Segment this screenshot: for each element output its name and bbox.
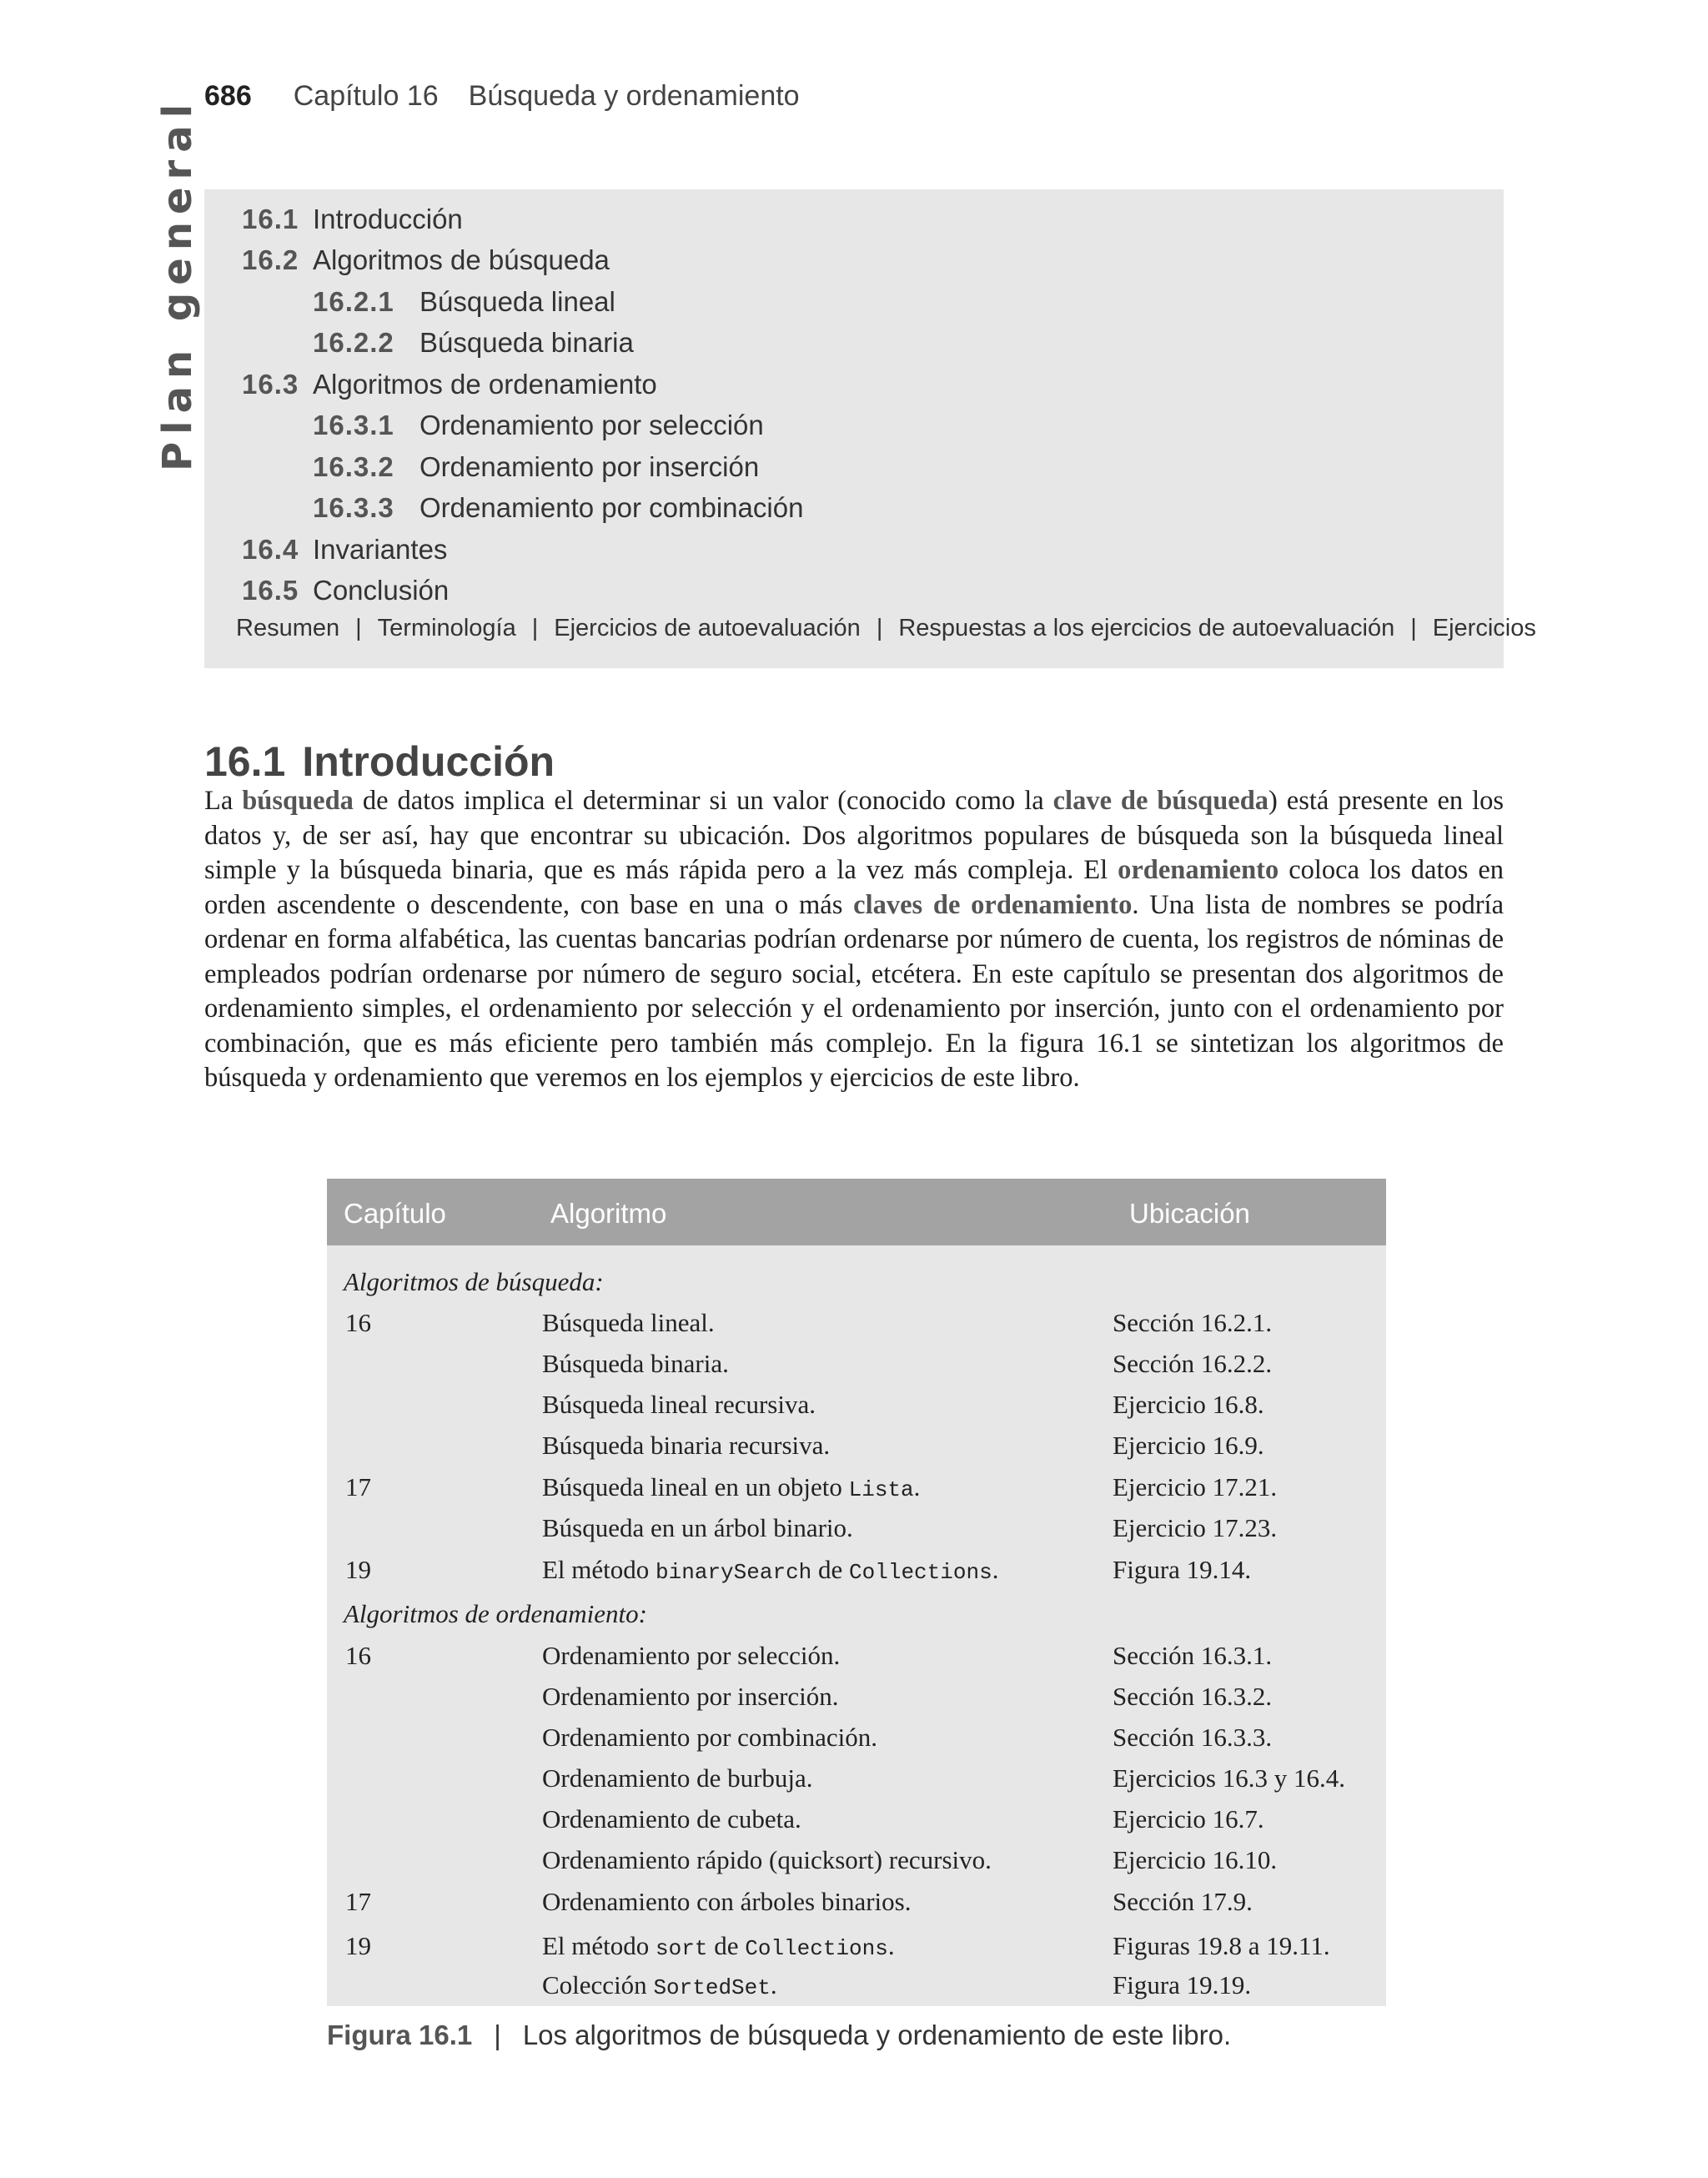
footer-separator: | bbox=[876, 615, 883, 641]
cell-algorithm: Búsqueda lineal. bbox=[542, 1308, 715, 1337]
figure-caption bbox=[327, 2020, 1231, 2051]
footer-separator: | bbox=[531, 615, 539, 641]
cell-algorithm: Ordenamiento por inserción. bbox=[542, 1682, 839, 1711]
cell-chapter: 16 bbox=[345, 1641, 371, 1670]
table-row bbox=[327, 1385, 1386, 1426]
chapter-outline bbox=[204, 189, 1536, 668]
table-row bbox=[327, 1882, 1386, 1923]
outline-number: 16.4 bbox=[242, 534, 299, 565]
header-algorithm: Algoritmo bbox=[550, 1198, 667, 1229]
sort-group-caption: Algoritmos de ordenamiento: bbox=[344, 1599, 647, 1628]
section-title: Introducción bbox=[302, 738, 555, 785]
outline-number: 16.1 bbox=[242, 204, 299, 234]
outline-item bbox=[242, 575, 449, 606]
header-location: Ubicación bbox=[1129, 1198, 1250, 1229]
cell-algorithm bbox=[542, 1970, 777, 2000]
outline-label: Búsqueda binaria bbox=[419, 327, 634, 358]
algorithm-text: Colección bbox=[542, 1970, 654, 1999]
cell-chapter: 16 bbox=[345, 1308, 371, 1337]
table-row bbox=[327, 1965, 1386, 2006]
table-row bbox=[327, 1718, 1386, 1758]
section-heading bbox=[204, 737, 555, 786]
table-group-caption bbox=[327, 1262, 1386, 1303]
table-row bbox=[327, 1426, 1386, 1466]
outline-label: Ordenamiento por selección bbox=[419, 410, 764, 440]
footer-separator: | bbox=[1410, 615, 1417, 641]
outline-number: 16.3 bbox=[242, 369, 299, 400]
table-row bbox=[327, 1344, 1386, 1385]
table-header bbox=[327, 1179, 1386, 1245]
algorithm-code: Collections bbox=[745, 1936, 888, 1961]
cell-chapter: 17 bbox=[345, 1887, 371, 1916]
cell-location: Ejercicio 16.8. bbox=[1113, 1390, 1264, 1419]
cell-algorithm: Búsqueda lineal recursiva. bbox=[542, 1390, 816, 1419]
cell-location: Sección 17.9. bbox=[1113, 1887, 1253, 1916]
paragraph-text: coloca los datos en orden ascendente o descendente, con base en una o más bbox=[204, 855, 1504, 920]
algorithm-text: . bbox=[992, 1555, 999, 1584]
table-row bbox=[327, 1467, 1386, 1508]
keyword-clave-busqueda: clave de búsqueda bbox=[1052, 786, 1269, 816]
footer-item-resumen: Resumen bbox=[236, 615, 340, 641]
section-number: 16.1 bbox=[204, 738, 286, 785]
footer-item-terminologia: Terminología bbox=[377, 615, 516, 641]
outline-item bbox=[313, 327, 634, 359]
outline-label: Introducción bbox=[313, 204, 463, 234]
cell-algorithm bbox=[542, 1472, 920, 1502]
outline-item bbox=[313, 410, 764, 441]
algorithm-text: . bbox=[770, 1970, 777, 1999]
table-row bbox=[327, 1758, 1386, 1799]
cell-algorithm: Ordenamiento por combinación. bbox=[542, 1723, 878, 1752]
caption-text: Los algoritmos de búsqueda y ordenamiento de este libro. bbox=[522, 2020, 1232, 2050]
algorithm-code: binarySearch bbox=[656, 1560, 812, 1585]
outline-label: Invariantes bbox=[313, 534, 448, 565]
outline-number: 16.2 bbox=[242, 244, 299, 275]
cell-location: Figuras 19.8 a 19.11. bbox=[1113, 1931, 1330, 1960]
chapter-label: Capítulo 16 bbox=[293, 80, 439, 112]
search-group-caption: Algoritmos de búsqueda: bbox=[344, 1267, 604, 1296]
table-group-caption bbox=[327, 1594, 1386, 1635]
table-row bbox=[327, 1303, 1386, 1344]
cell-location: Sección 16.3.2. bbox=[1113, 1682, 1273, 1711]
outline-number: 16.3.1 bbox=[313, 410, 394, 440]
outline-number: 16.2.2 bbox=[313, 327, 394, 358]
algorithm-code: Lista bbox=[848, 1477, 914, 1502]
footer-item-ejercicios: Ejercicios bbox=[1432, 615, 1536, 641]
outline-number: 16.2.1 bbox=[313, 286, 394, 317]
cell-algorithm: Ordenamiento rápido (quicksort) recursivo. bbox=[542, 1845, 992, 1874]
cell-algorithm bbox=[542, 1555, 998, 1585]
running-head bbox=[204, 80, 800, 122]
table-row bbox=[327, 1799, 1386, 1840]
outline-number: 16.3.3 bbox=[313, 492, 394, 523]
caption-separator: | bbox=[494, 2020, 501, 2050]
cell-location: Sección 16.2.2. bbox=[1113, 1349, 1273, 1378]
cell-location: Ejercicio 17.23. bbox=[1113, 1513, 1278, 1542]
outline-item bbox=[242, 534, 447, 566]
table-row bbox=[327, 1550, 1386, 1591]
table-row bbox=[327, 1926, 1386, 1967]
table-row bbox=[327, 1840, 1386, 1881]
algorithm-text: El método bbox=[542, 1555, 656, 1584]
outline-item bbox=[313, 451, 759, 483]
paragraph-text: La bbox=[204, 786, 243, 816]
outline-number: 16.3.2 bbox=[313, 451, 394, 482]
cell-location: Ejercicios 16.3 y 16.4. bbox=[1113, 1763, 1345, 1793]
cell-location: Sección 16.3.1. bbox=[1113, 1641, 1273, 1670]
cell-chapter: 19 bbox=[345, 1555, 371, 1584]
keyword-claves-ordenamiento: claves de ordenamiento bbox=[853, 889, 1133, 920]
outline-footer bbox=[236, 615, 1536, 642]
paragraph-text: . Una lista de nombres se podría ordenar en forma alfabética, las cuentas bancarias podrían ordenarse por número de cuenta, los registros de nóminas de empleados podrían ordenarse por número de seguro social, etcétera. En este capítulo se presentan dos algoritmos de ordenamiento simples, el ordenamiento por selección y el ordenamiento por inserción, junto con el ordenamiento por combinación, que es más eficiente pero también más complejo. En la figura 16.1 se sintetizan los algoritmos de búsqueda y ordenamiento que veremos en los ejemplos y ejercicios de este libro. bbox=[204, 889, 1505, 1093]
outline-label: Conclusión bbox=[313, 575, 450, 606]
footer-item-respuestas: Respuestas a los ejercicios de autoevaluación bbox=[898, 615, 1395, 641]
page-number: 686 bbox=[204, 80, 252, 112]
outline-label: Búsqueda lineal bbox=[419, 286, 615, 317]
table-row bbox=[327, 1508, 1386, 1549]
keyword-ordenamiento: ordenamiento bbox=[1118, 855, 1279, 885]
cell-location: Sección 16.3.3. bbox=[1113, 1723, 1273, 1752]
header-chapter: Capítulo bbox=[344, 1198, 446, 1229]
plan-general-label: Plan general bbox=[154, 96, 201, 471]
cell-location: Figura 19.14. bbox=[1113, 1555, 1252, 1584]
outline-item bbox=[242, 204, 463, 235]
paragraph-text: ) está presente en los datos y, de ser así, hay que encontrar su ubicación. Dos algoritmos populares de búsqueda son la búsqueda lineal simple y la búsqueda binaria, que es más rápida pero a la vez más compleja. El bbox=[204, 786, 1504, 885]
cell-location: Figura 19.19. bbox=[1113, 1970, 1252, 1999]
table-row bbox=[327, 1677, 1386, 1718]
algorithm-text: . bbox=[913, 1472, 921, 1501]
cell-algorithm bbox=[542, 1931, 895, 1961]
cell-location: Ejercicio 16.9. bbox=[1113, 1431, 1264, 1460]
paragraph-text: de datos implica el determinar si un valor (conocido como la bbox=[353, 786, 1053, 816]
table-row bbox=[327, 1636, 1386, 1677]
outline-item bbox=[313, 492, 803, 524]
algorithm-code: sort bbox=[656, 1936, 708, 1961]
outline-label: Ordenamiento por inserción bbox=[419, 451, 760, 482]
algorithm-text: Búsqueda lineal en un objeto bbox=[542, 1472, 849, 1501]
cell-algorithm: Ordenamiento por selección. bbox=[542, 1641, 841, 1670]
cell-location: Ejercicio 16.10. bbox=[1113, 1845, 1278, 1874]
algorithm-code: Collections bbox=[849, 1560, 992, 1585]
intro-paragraph bbox=[204, 784, 1504, 1096]
footer-separator: | bbox=[355, 615, 362, 641]
cell-location: Ejercicio 16.7. bbox=[1113, 1804, 1264, 1833]
outline-label: Algoritmos de ordenamiento bbox=[313, 369, 657, 400]
cell-algorithm: Búsqueda binaria recursiva. bbox=[542, 1431, 831, 1460]
cell-chapter: 19 bbox=[345, 1931, 371, 1960]
cell-algorithm: Ordenamiento de burbuja. bbox=[542, 1763, 813, 1793]
chapter-title: Búsqueda y ordenamiento bbox=[468, 80, 800, 112]
outline-number: 16.5 bbox=[242, 575, 299, 606]
cell-location: Ejercicio 17.21. bbox=[1113, 1472, 1278, 1501]
algorithms-table bbox=[327, 1179, 1386, 2006]
outline-item bbox=[242, 369, 657, 400]
outline-label: Algoritmos de búsqueda bbox=[313, 244, 610, 275]
algorithm-code: SortedSet bbox=[653, 1975, 771, 2000]
algorithm-text: El método bbox=[542, 1931, 656, 1960]
keyword-busqueda: búsqueda bbox=[242, 786, 354, 816]
cell-chapter: 17 bbox=[345, 1472, 371, 1501]
cell-algorithm: Ordenamiento con árboles binarios. bbox=[542, 1887, 912, 1916]
algorithm-text: . bbox=[887, 1931, 895, 1960]
algorithm-text: de bbox=[811, 1555, 850, 1584]
cell-algorithm: Búsqueda binaria. bbox=[542, 1349, 729, 1378]
outline-item bbox=[313, 286, 615, 318]
cell-location: Sección 16.2.1. bbox=[1113, 1308, 1273, 1337]
outline-label: Ordenamiento por combinación bbox=[419, 492, 804, 523]
cell-algorithm: Ordenamiento de cubeta. bbox=[542, 1804, 801, 1833]
footer-item-autoevaluacion: Ejercicios de autoevaluación bbox=[554, 615, 861, 641]
cell-algorithm: Búsqueda en un árbol binario. bbox=[542, 1513, 853, 1542]
outline-item bbox=[242, 244, 610, 276]
figure-label: Figura 16.1 bbox=[327, 2020, 473, 2050]
algorithm-text: de bbox=[707, 1931, 746, 1960]
